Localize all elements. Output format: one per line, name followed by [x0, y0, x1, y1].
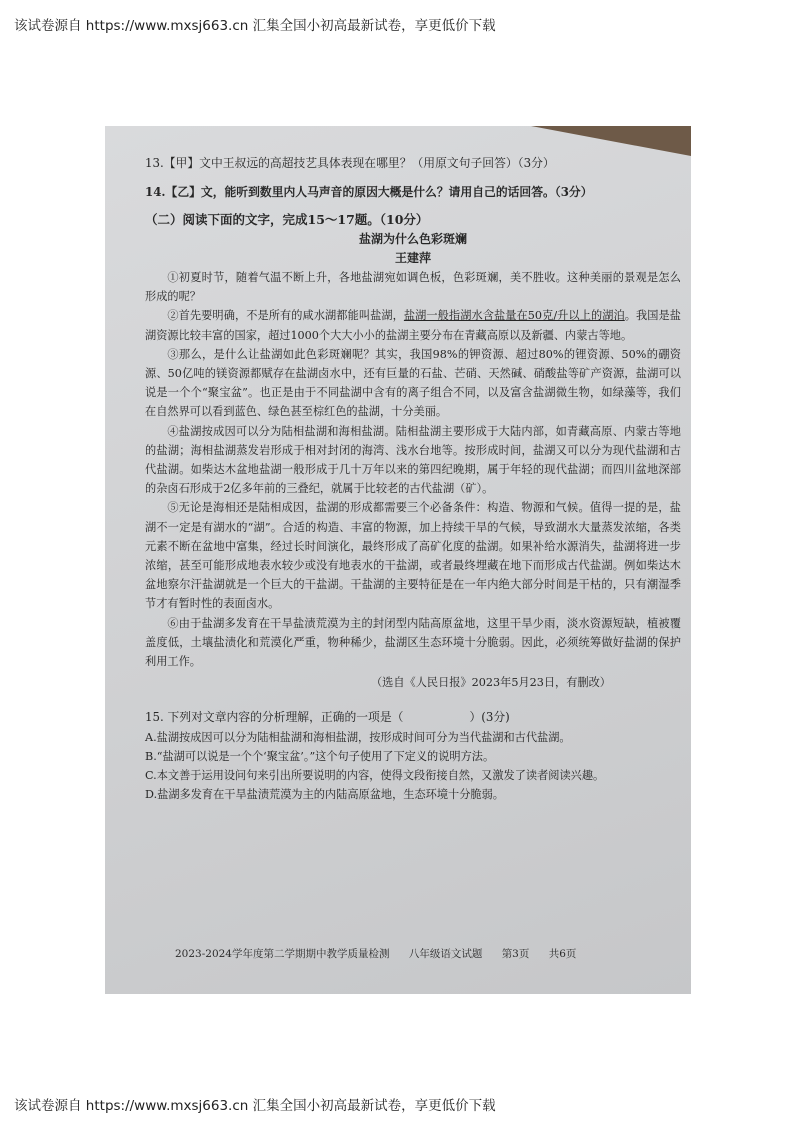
table-corner: [531, 126, 691, 156]
option-d: D.盐湖多发育在干旱盐渍荒漠为主的内陆高原盆地，生态环境十分脆弱。: [145, 788, 504, 802]
option-c: C.本文善于运用设问句来引出所要说明的内容，使得文段衔接自然，又激发了读者阅读兴趣。: [145, 769, 605, 783]
footer-exam: 2023-2024学年度第二学期期中教学质量检测: [175, 948, 390, 960]
exam-text: [145, 154, 681, 805]
article-title: 盐湖为什么色彩斑斓: [358, 231, 467, 246]
underlined-definition: 盐湖一般指湖水含盐量在50克/升以上的湖泊: [403, 309, 625, 323]
article-author: 王建萍: [394, 250, 431, 265]
paragraph-3: ③那么，是什么让盐湖如此色彩斑斓呢？其实，我国98%的钾资源、超过80%的锂资源、50%的硼资源、50亿吨的镁资源都赋存在盐湖卤水中，还有巨量的石盐、芒硝、天然碱、硝酸盐等矿产资源，盐湖可以说是一个个“聚宝盆”。也正是由于不同盐湖中含有的离子组合不同，以及富含盐湖微生物，如绿藻等，我们在自然界可以看到蓝色、绿色甚至棕红色的盐湖，十分美丽。: [145, 347, 681, 419]
paragraph-5: ⑤无论是海相还是陆相成因，盐湖的形成都需要三个必备条件：构造、物源和气候。值得一提的是，盐湖不一定是有湖水的“湖”。合适的构造、丰富的物源，加上持续干旱的气候，导致湖水大量蒸发浓缩，各类元素不断在盆地中富集，经过长时间演化，最终形成了高矿化度的盐湖。如果补给水源消失，盐湖将进一步浓缩，甚至可能形成地表水较少或没有地表水的干盐湖，或者最终埋藏在地下而形成古代盐湖。例如柴达木盆地察尔汗盐湖就是一个巨大的干盐湖。干盐湖的主要特征是在一年内绝大部分时间是干枯的，只有潮湿季节才有暂时性的表面卤水。: [145, 501, 681, 611]
question-13: 13.【甲】文中王叔远的高超技艺具体表现在哪里？（用原文句子回答）（3分）: [145, 156, 555, 170]
section-heading: （二）阅读下面的文字，完成15～17题。（10分）: [145, 212, 429, 228]
source-banner-top: [14, 14, 784, 34]
paragraph-4: ④盐湖按成因可以分为陆相盐湖和海相盐湖。陆相盐湖主要形成于大陆内部，如青藏高原、内蒙古等地的盐湖；海相盐湖蒸发岩形成于相对封闭的海湾、浅水台地等。按形成时间，盐湖又可以分为现代盐湖和古代盐湖。如柴达木盆地盐湖一般形成于几十万年以来的第四纪晚期，属于年轻的现代盐湖；而四川盆地深部的杂卤石形成于2亿多年前的三叠纪，就属于比较老的古代盐湖（矿）。: [145, 424, 681, 496]
page-footer: [175, 946, 645, 961]
footer-subject: 八年级语文试题: [408, 948, 483, 960]
banner-link[interactable]: https://www.mxsj663.cn: [85, 18, 249, 34]
banner-suffix: 汇集全国小初高最新试卷，享更低价下载: [252, 18, 496, 34]
option-b: B.“盐湖可以说是一个个‘聚宝盆’。”这个句子使用了下定义的说明方法。: [145, 749, 495, 763]
banner-suffix: 汇集全国小初高最新试卷，享更低价下载: [252, 1098, 496, 1114]
footer-total: 共6页: [548, 948, 577, 960]
option-a: A.盐湖按成因可以分为陆相盐湖和海相盐湖，按形成时间可分为当代盐湖和古代盐湖。: [145, 730, 571, 744]
banner-prefix: 该试卷源自: [14, 18, 82, 34]
footer-page: 第3页: [501, 948, 530, 960]
paragraph-2: [145, 306, 681, 344]
paragraph-1: ①初夏时节，随着气温不断上升，各地盐湖宛如调色板，色彩斑斓，美不胜收。这种美丽的景观是怎么形成的呢？: [145, 271, 681, 304]
paragraph-2-end: 。我国是盐湖资源比较丰富的国家，超过1000个大大小小的盐湖主要分布在青藏高原以及新疆、内蒙古等地。: [145, 309, 681, 342]
question-15-stem: 15. 下列对文章内容的分析理解，正确的一项是（: [145, 710, 404, 725]
paragraph-2-start: ②首先要明确，不是所有的咸水湖都能叫盐湖，: [167, 309, 404, 323]
question-15-score: ）(3分): [469, 710, 510, 725]
banner-prefix: 该试卷源自: [14, 1098, 82, 1114]
question-15: [145, 708, 681, 727]
paragraph-6: ⑥由于盐湖多发育在干旱盐渍荒漠为主的封闭型内陆高原盆地，这里干旱少雨，淡水资源短缺，植被覆盖度低，土壤盐渍化和荒漠化严重，物种稀少，盐湖区生态环境十分脆弱。因此，必须统筹做好盐湖的保护利用工作。: [145, 616, 681, 669]
article-source: （选自《人民日报》2023年5月23日，有删改）: [370, 676, 611, 690]
banner-link[interactable]: https://www.mxsj663.cn: [85, 1098, 249, 1114]
question-14: 14.【乙】文，能听到数里内人马声音的原因大概是什么？请用自己的话回答。（3分）: [145, 185, 593, 200]
source-banner-bottom: [14, 1094, 784, 1114]
exam-page-photo: [105, 126, 691, 994]
